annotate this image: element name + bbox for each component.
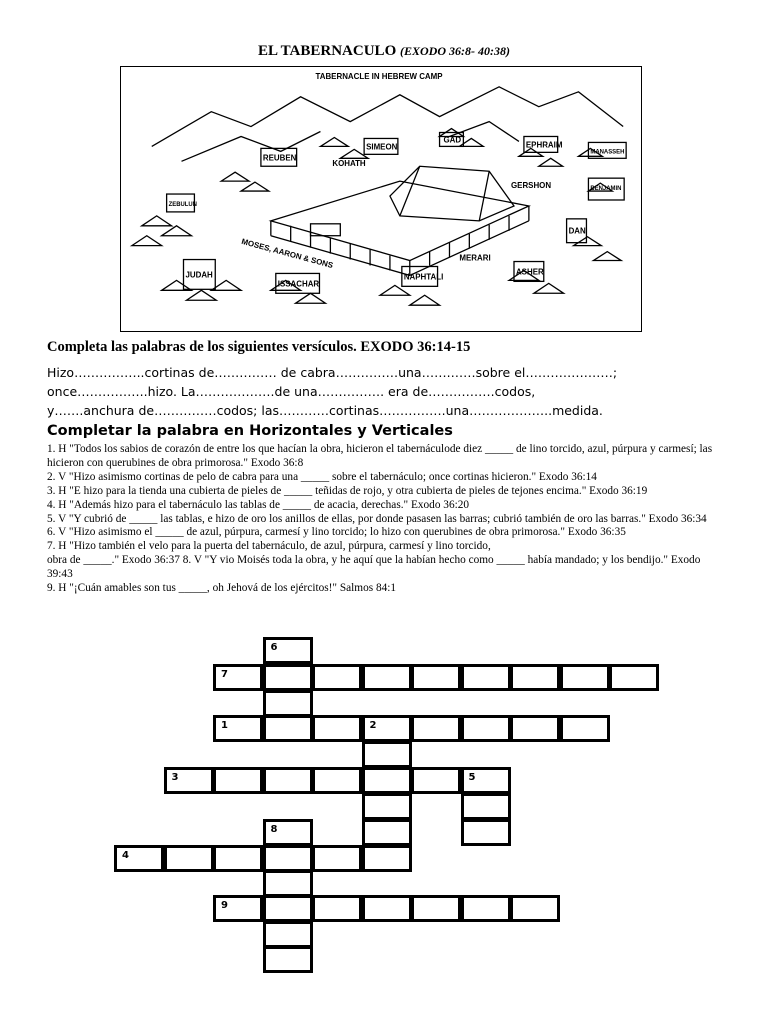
crossword-cell[interactable] [164,767,214,794]
crossword-cell[interactable] [263,664,313,691]
crossword-cell[interactable] [312,715,362,742]
crossword-cell[interactable] [263,845,313,872]
fill-line-1: Hizo……………..cortinas de…………… de cabra……………una…….……sobre el…………………; [47,365,618,380]
svg-text:SIMEON: SIMEON [366,142,398,152]
crossword-clue-number: 8 [270,824,278,835]
crossword-cell[interactable] [312,845,362,872]
crossword-clue-number: 3 [171,772,179,783]
crossword-cell[interactable] [560,715,610,742]
clue-2: 2. V "Hizo asimismo cortinas de pelo de cabra para una _____ sobre el tabernáculo; once cortinas hicieron." Exodo 36:14 [47,470,597,483]
crossword-cell[interactable] [362,895,412,922]
svg-text:REUBEN: REUBEN [262,153,297,163]
crossword-clue-number: 9 [221,900,228,911]
crossword-cell[interactable] [263,690,313,717]
clue-9: 9. H "¡Cuán amables son tus _____, oh Jehová de los ejércitos!" Salmos 84:1 [47,582,397,595]
svg-text:BENJAMIN: BENJAMIN [590,186,622,193]
crossword-cell[interactable] [213,895,263,922]
crossword-cell[interactable] [263,819,313,846]
fill-line-3: y…….anchura de……………codos; las…………cortinas…………….una………………..medida. [47,403,603,418]
illustration-caption: TABERNACLE IN HEBREW CAMP [315,71,443,81]
clue-1: 1. H "Todos los sabios de corazón de entre los que hacían la obra, hicieron el tabernáculode diez _____ de lino torcido, azul, púrpura y carmesí; las hicieron con querubines de obra primorosa." Exodo 36:8 [47,443,713,469]
crossword-cell[interactable] [263,921,313,948]
crossword-cell[interactable] [461,664,511,691]
crossword-cell[interactable] [362,767,412,794]
crossword-cell[interactable] [312,767,362,794]
crossword-cell[interactable] [213,845,263,872]
crossword-cell[interactable] [213,767,263,794]
clue-4: 4. H "Además hizo para el tabernáculo las tablas de _____ de acacia, derechas." Exodo 36:20 [47,498,470,511]
crossword-cell[interactable] [263,767,313,794]
clue-3: 3. H "E hizo para la tienda una cubierta de pieles de _____ teñidas de rojo, y otra cubierta de pieles de tejones encima." Exodo 36:19 [47,484,648,497]
title-reference: (EXODO 36:8- 40:38) [399,44,510,58]
title-main: EL TABERNACULO [258,43,397,59]
crossword-cell[interactable] [164,845,214,872]
crossword-clue-number: 7 [221,669,228,680]
crossword-cell[interactable] [213,664,263,691]
svg-text:MOSES, AARON & SONS: MOSES, AARON & SONS [240,236,335,271]
svg-text:ISSACHAR: ISSACHAR [277,279,320,289]
tabernacle-camp-drawing [121,67,641,331]
crossword-cell[interactable] [609,664,659,691]
crossword-clue-number: 4 [122,850,129,861]
crossword-clue-number: 6 [270,642,278,653]
crossword-cell[interactable] [263,870,313,897]
crossword-cell[interactable] [461,819,511,846]
clue-7-8: obra de _____." Exodo 36:37 8. V "Y vio Moisés toda la obra, y he aquí que la habían hecho como _____ había mandado; y los bendijo." Exodo 39:43 [47,554,701,581]
crossword-cell[interactable] [461,895,511,922]
crossword-cell[interactable] [114,845,164,872]
crossword-cell[interactable] [461,767,511,794]
crossword-cell[interactable] [263,637,313,664]
crossword-cell[interactable] [213,715,263,742]
svg-text:DAN: DAN [568,226,586,236]
crossword-clue-number: 5 [468,772,476,783]
clue-6: 6. V "Hizo asimismo el _____ de azul, púrpura, carmesí y lino torcido; lo hizo con querubines de obra primorosa." Exodo 36:35 [47,526,626,539]
svg-text:MANASSEH: MANASSEH [590,149,625,156]
svg-text:EPHRAIM: EPHRAIM [525,140,563,150]
crossword-cell[interactable] [411,715,461,742]
svg-text:GERSHON: GERSHON [511,181,552,191]
svg-text:GAD: GAD [443,135,462,145]
crossword-cell[interactable] [362,715,412,742]
crossword-clue-number: 1 [221,720,228,731]
section1-heading: Completa las palabras de los siguientes versículos. EXODO 36:14-15 [47,339,471,355]
crossword-cell[interactable] [510,664,560,691]
crossword-cell[interactable] [510,895,560,922]
clue-list [47,443,727,596]
crossword-cell[interactable] [461,715,511,742]
crossword-cell[interactable] [461,793,511,820]
tabernacle-illustration [120,66,642,332]
svg-text:KOHATH: KOHATH [332,159,366,169]
svg-text:JUDAH: JUDAH [185,270,213,280]
crossword-cell[interactable] [263,946,313,973]
crossword-cell[interactable] [510,715,560,742]
crossword-cell[interactable] [362,845,412,872]
crossword-cell[interactable] [362,819,412,846]
crossword-cell[interactable] [362,741,412,768]
section2-heading: Completar la palabra en Horizontales y Verticales [47,423,453,439]
svg-text:ZEBULUN: ZEBULUN [168,201,197,208]
crossword-cell[interactable] [263,715,313,742]
crossword-cell[interactable] [263,895,313,922]
crossword-cell[interactable] [362,793,412,820]
svg-text:NAPHTALI: NAPHTALI [403,272,444,282]
crossword-cell[interactable] [362,664,412,691]
svg-text:ASHER: ASHER [515,267,544,277]
svg-text:MERARI: MERARI [459,253,491,263]
page-title [0,43,768,60]
crossword-cell[interactable] [411,895,461,922]
crossword-cell[interactable] [312,895,362,922]
crossword-cell[interactable] [560,664,610,691]
clue-5: 5. V "Y cubrió de _____ las tablas, e hizo de oro los anillos de ellas, por donde pasasen las barras; cubrió también de oro las barras." Exodo 36:34 [47,512,707,525]
crossword-cell[interactable] [411,664,461,691]
crossword-cell[interactable] [312,664,362,691]
crossword-clue-number: 2 [369,720,377,731]
fill-line-2: once……………..hizo. La……………….de una……………. era de…………….codos, [47,384,536,399]
clue-7: 7. H "Hizo también el velo para la puerta del tabernáculo, de azul, púrpura, carmesí y lino torcido, [47,540,491,553]
crossword-cell[interactable] [411,767,461,794]
fill-in-verse [47,363,721,420]
